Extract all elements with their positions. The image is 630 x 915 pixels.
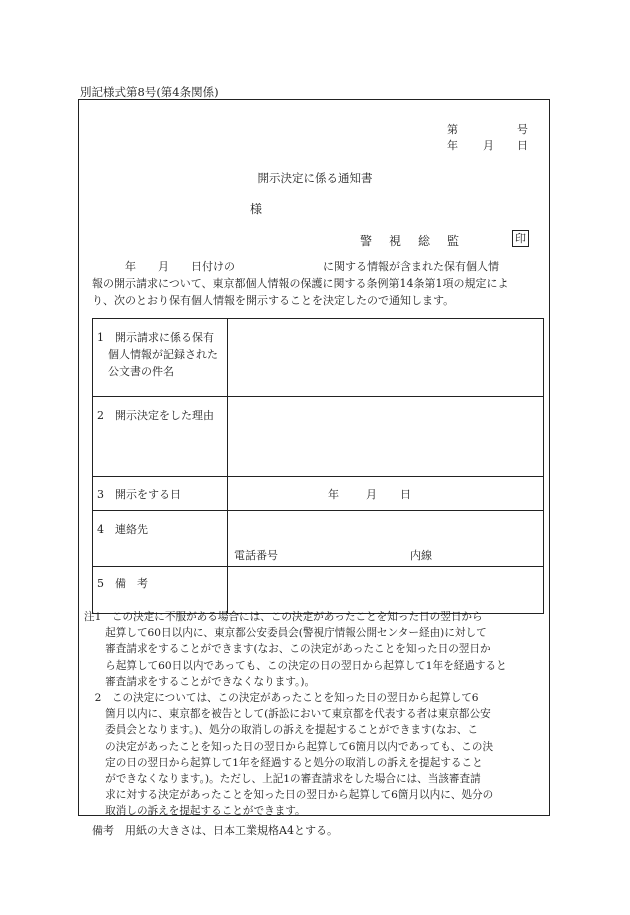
notice-body (92, 258, 540, 309)
addressee-suffix: 様 (250, 202, 263, 216)
note-line: 審査請求をすることができなくなります。)。 (84, 675, 316, 688)
label-line: 1 開示請求に係る保有 (97, 331, 214, 344)
details-table (92, 318, 544, 614)
seal-mark: 印 (512, 230, 529, 247)
note-line: の決定があったことを知った日の翌日から起算して6箇月以内であっても、この決 (84, 740, 494, 753)
note-line: ら起算して60日以内であっても、この決定の日の翌日から起算して1年を経過すると (84, 659, 507, 672)
doc-number-suffix: 号 (517, 123, 528, 136)
note-line: 求に対する決定があったことを知った日の翌日から起算して6箇月以内に、処分の (84, 789, 494, 802)
subject-value (228, 319, 544, 397)
disclosure-day: 日 (400, 488, 411, 501)
disclosure-month: 月 (366, 488, 377, 501)
form-label: 別記様式第8号(第4条関係) (80, 85, 219, 99)
reason-value (228, 397, 544, 477)
note-line: 審査請求をすることができます(なお、この決定があったことを知った日の翌日か (84, 643, 491, 656)
disclosure-date-value (228, 477, 544, 511)
note-line: 注1 この決定に不服がある場合には、この決定があったことを知った日の翌日から (84, 611, 483, 623)
note-line: 委員会となります。)、処分の取消しの訴えを提起することができます(なお、こ (84, 724, 479, 737)
notice-line: り、次のとおり保有個人情報を開示することを決定したので通知します。 (92, 294, 455, 307)
date-day: 日 (517, 139, 528, 152)
table-row (93, 397, 544, 477)
remarks-label: 5 備 考 (93, 567, 228, 614)
label-line: 公文書の件名 (97, 365, 174, 378)
contact-label: 4 連絡先 (93, 511, 228, 567)
date-month: 月 (483, 139, 494, 152)
note-line: 定の日の翌日から起算して1年を経過すると処分の取消しの訴えを提起すること (84, 756, 483, 769)
notice-line: 年 月 日付けの に関する情報が含まれた保有個人情 (92, 260, 499, 273)
table-row (93, 511, 544, 567)
phone-label: 電話番号 (234, 549, 278, 562)
label-line: 個人情報が記録された (97, 348, 218, 361)
issuer: 警視総監 (360, 234, 477, 248)
table-row (93, 477, 544, 511)
note-line: 起算して60日以内に、東京都公安委員会(警視庁情報公開センター経由)に対して (84, 627, 487, 640)
doc-number-prefix: 第 (447, 123, 458, 136)
disclosure-year: 年 (328, 488, 339, 501)
remarks-value (228, 567, 544, 614)
table-row (93, 567, 544, 614)
note-line: ができなくなります。)。ただし、上記1の審査請求をした場合には、当該審査請 (84, 773, 481, 786)
notes-section (84, 609, 546, 820)
paper-size-remark: 備考 用紙の大きさは、日本工業規格A4とする。 (92, 824, 338, 837)
reason-label: 2 開示決定をした理由 (93, 397, 228, 477)
contact-value (228, 511, 544, 567)
note-line: 2 この決定については、この決定があったことを知った日の翌日から起算して6 (84, 692, 479, 705)
extension-label: 内線 (410, 549, 432, 562)
subject-label (93, 319, 228, 397)
disclosure-date-label: 3 開示をする日 (93, 477, 228, 511)
note-line: 取消しの訴えを提起することができます。 (84, 805, 306, 818)
date-year: 年 (447, 139, 458, 152)
table-row (93, 319, 544, 397)
note-line: 箇月以内に、東京都を被告として(訴訟において東京都を代表する者は東京都公安 (84, 708, 491, 721)
notice-line: 報の開示請求について、東京都個人情報の保護に関する条例第14条第1項の規定によ (92, 277, 509, 290)
document-title: 開示決定に係る通知書 (257, 171, 373, 185)
